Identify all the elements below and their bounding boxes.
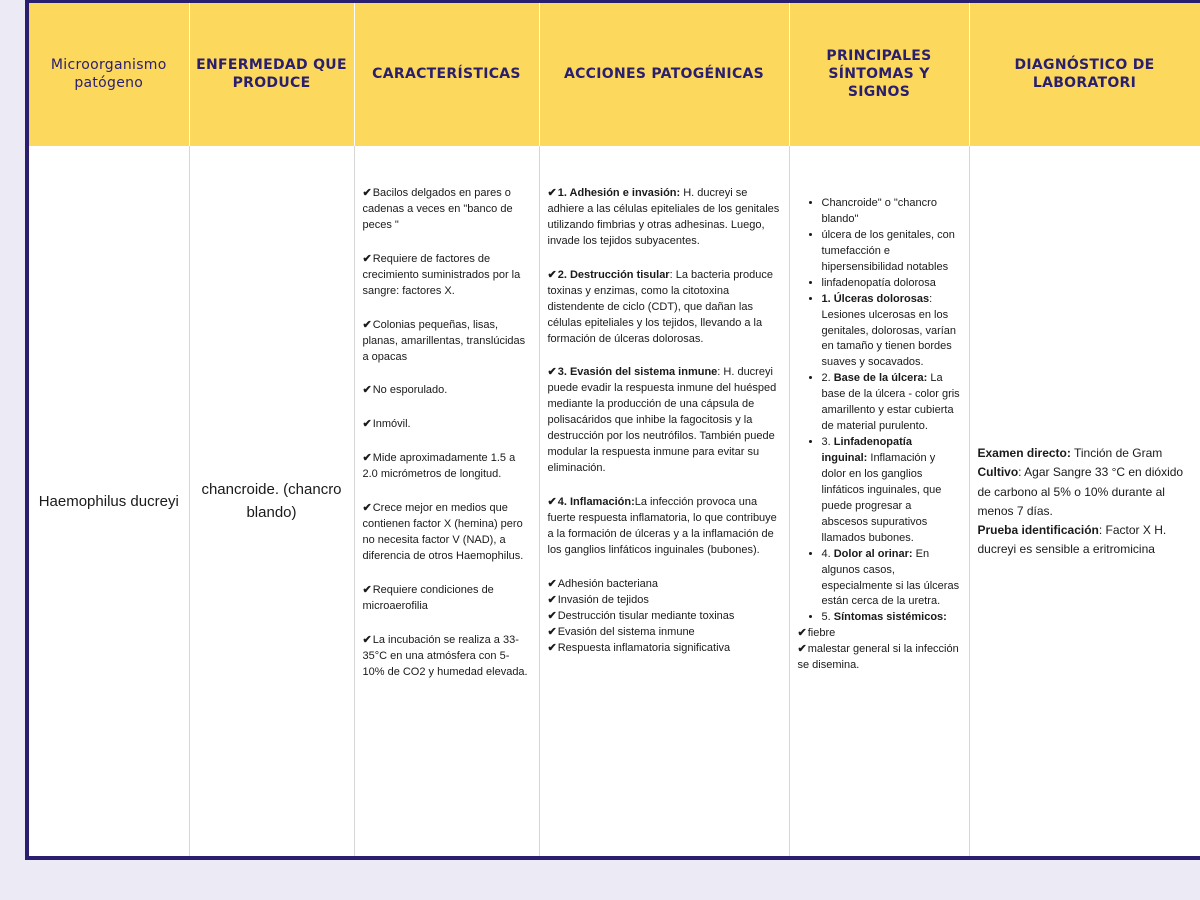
symptom-title: 1. Úlceras dolorosas [821,292,930,305]
action-item [548,365,781,477]
symptom-extra-text: malestar general si la infección se disemina. [797,643,959,672]
symptom-item [822,371,961,435]
symptom-text: Chancroide" o "chancro blando" [821,197,937,225]
check-icon: ✔ [547,593,557,606]
characteristic-text: La incubación se realiza a 33-35°C en una atmósfera con 5-10% de CO2 y humedad elevada. [362,633,528,678]
check-icon: ✔ [797,643,807,656]
symptom-item [822,292,961,372]
action-summary-item [548,593,781,609]
action-text: : H. ducreyi puede evadir la respuesta inmune del huésped mediante la producción de una cápsula de polisacáridos que inhibe la fagocitosis y la destrucción por los neutrófilos. También puede modular la respuesta inmune para evitar su eliminación. [547,366,777,475]
action-item [548,268,781,348]
action-title: 3. Evasión del sistema inmune [557,366,718,379]
symptom-item [822,196,961,228]
table-row [29,146,1200,858]
disease-cell [189,146,354,858]
header-characteristics: CARACTERÍSTICAS [354,2,539,146]
header-actions: ACCIONES PATOGÉNICAS [539,2,789,146]
symptom-number: 5. [821,611,834,624]
check-icon: ✔ [362,633,372,646]
action-summary-text: Evasión del sistema inmune [557,625,695,638]
check-icon: ✔ [362,384,372,397]
check-icon: ✔ [362,583,372,596]
check-icon: ✔ [362,187,372,199]
symptom-item [822,547,961,611]
check-icon: ✔ [362,452,372,465]
lab-title: Examen directo: [977,446,1071,461]
check-icon: ✔ [547,187,557,199]
action-title: 1. Adhesión e invasión: [557,187,681,199]
lab-item [978,463,1192,521]
action-item [548,495,781,559]
characteristic-text: Requiere condiciones de microaerofilia [362,583,494,612]
symptom-title: Síntomas sistémicos: [833,611,947,624]
symptom-number: 4. [821,547,834,560]
lab-text: Tinción de Gram [1070,446,1163,461]
action-text: : La bacteria produce toxinas y enzimas, como la citotoxina distendente de ciclo (CDT), que dañan las células epiteliales y los tejidos, llevando a la formación de úlceras dolorosas. [547,268,773,345]
characteristic-item [363,252,531,300]
header-symptoms: PRINCIPALES SÍNTOMAS Y SIGNOS [789,2,969,146]
characteristics-cell [354,146,539,858]
info-table [29,0,1200,858]
action-summary-item [548,577,781,593]
actions-summary-list [548,577,781,657]
action-summary-item [548,641,781,657]
symptom-number: 2. [821,372,834,385]
lab-title: Cultivo [977,465,1019,480]
characteristic-text: Mide aproximadamente 1.5 a 2.0 micrómetros de longitud. [362,452,516,481]
symptom-text: En algunos casos, especialmente si las úlceras están cerca de la uretra. [821,547,960,608]
action-text: La infección provoca una fuerte respuesta inflamatoria, lo que contribuye a la formación de úlceras y a la inflamación de los ganglios linfáticos inguinales (bubones). [547,496,777,556]
symptom-title: Linfadenopatía inguinal: [821,436,912,464]
check-icon: ✔ [547,366,557,379]
check-icon: ✔ [547,577,557,590]
characteristic-text: Inmóvil. [372,418,411,431]
action-summary-item [548,609,781,625]
characteristic-item [363,583,531,615]
symptoms-extra-list [798,626,961,674]
symptom-title: Dolor al orinar: [833,547,913,560]
characteristic-item [363,318,531,366]
actions-list [548,186,781,559]
characteristic-text: Requiere de factores de crecimiento suministrados por la sangre: factores X. [362,252,521,297]
symptom-extra-item [798,642,961,674]
symptom-text: linfadenopatía dolorosa [821,276,936,289]
header-disease: ENFERMEDAD QUE PRODUCE [189,2,354,146]
table-frame [25,0,1200,860]
characteristic-item [363,451,531,483]
action-title: 2. Destrucción tisular [557,268,670,281]
lab-list [978,444,1192,559]
action-title: 4. Inflamación: [557,496,635,508]
lab-item [978,444,1192,463]
actions-cell [539,146,789,858]
lab-title: Prueba identificación [977,522,1099,537]
symptom-text: : Lesiones ulcerosas en los genitales, dolorosas, varían en tamaño y tienen bordes suaves y socavados. [821,292,957,369]
characteristic-text: Colonias pequeñas, lisas, planas, amarillentas, translúcidas a opacas [362,318,526,363]
characteristic-item [363,383,531,399]
lab-text: : Factor X H. ducreyi es sensible a eritromicina [977,522,1167,557]
check-icon: ✔ [362,502,372,515]
check-icon: ✔ [547,641,557,654]
symptom-item [822,276,961,292]
symptom-extra-item [798,626,961,642]
characteristics-list [363,186,531,681]
lab-cell [969,146,1200,858]
symptom-number: 3. [821,436,834,449]
symptom-text: úlcera de los genitales, con tumefacción e hipersensibilidad notables [821,228,955,273]
check-icon: ✔ [547,268,557,281]
symptom-text: La base de la úlcera - color gris amarillento y estar cubierta de material purulento. [821,372,960,433]
characteristic-text: Bacilos delgados en pares o cadenas a veces en "banco de peces " [362,187,513,231]
check-icon: ✔ [547,609,557,622]
organism-cell [29,146,189,858]
symptom-item [822,435,961,547]
characteristic-text: Crece mejor en medios que contienen factor X (hemina) pero no necesita factor V (NAD), a diferencia de otros Haemophilus. [362,502,524,562]
lab-text: : Agar Sangre 33 °C en dióxido de carbono al 5% o 10% durante al menos 7 días. [977,465,1184,518]
action-summary-text: Adhesión bacteriana [557,577,659,590]
symptom-item [822,610,961,626]
action-summary-text: Respuesta inflamatoria significativa [557,641,731,654]
action-summary-text: Destrucción tisular mediante toxinas [557,609,735,622]
check-icon: ✔ [547,625,557,638]
disease-name: chancroide. (chancro blando) [201,481,342,521]
action-summary-text: Invasión de tejidos [557,593,649,606]
header-lab-diagnosis: DIAGNÓSTICO DE LABORATORI [969,2,1200,146]
organism-name: Haemophilus ducreyi [38,492,179,510]
symptoms-cell [789,146,969,858]
symptom-extra-text: fiebre [807,627,836,640]
check-icon: ✔ [547,496,557,508]
lab-item [978,521,1192,559]
characteristic-item [363,417,531,433]
action-summary-item [548,625,781,641]
symptom-text: Inflamación y dolor en los ganglios linfáticos inguinales, que puede progresar a abscesos supurativos llamados bubones. [821,452,942,544]
symptom-title: Base de la úlcera: [833,372,928,385]
symptoms-list [798,196,961,626]
action-item [548,186,781,250]
characteristic-item [363,186,531,234]
check-icon: ✔ [797,627,807,640]
characteristic-item [363,501,531,565]
check-icon: ✔ [362,418,372,431]
symptom-item [822,228,961,276]
characteristic-item [363,633,531,681]
header-organism: Microorganismo patógeno [29,2,189,146]
characteristic-text: No esporulado. [372,384,448,397]
action-text: H. ducreyi se adhiere a las células epiteliales de los genitales utilizando fimbrias y otras adhesinas. Luego, invade los tejidos subyacentes. [547,187,780,247]
check-icon: ✔ [362,318,372,331]
check-icon: ✔ [362,252,372,265]
header-row [29,2,1200,146]
